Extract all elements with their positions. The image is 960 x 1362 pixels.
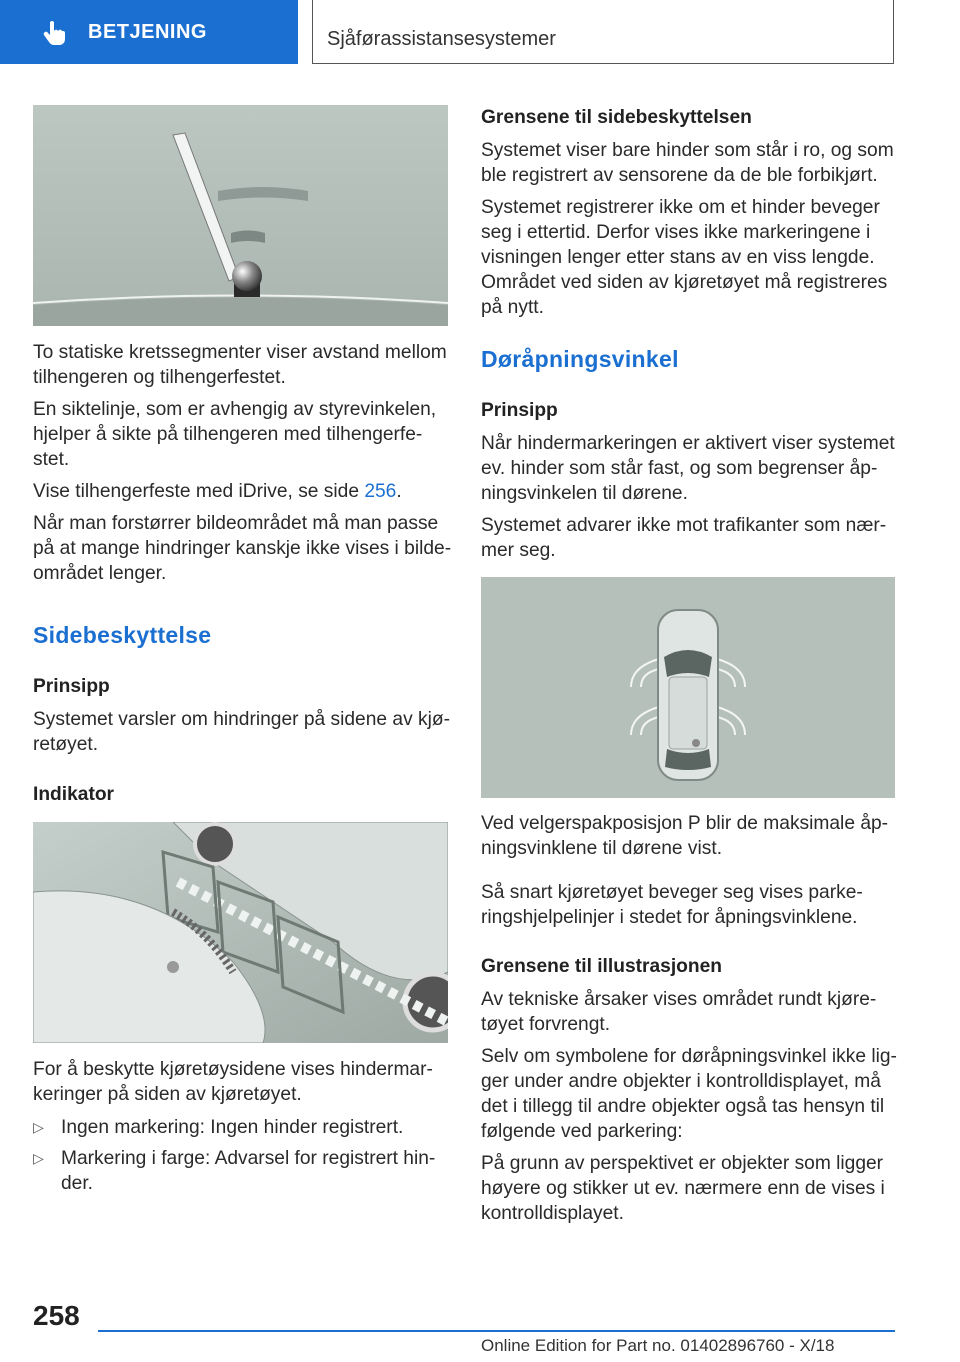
trailer-hitch-figure: [33, 105, 448, 326]
heading-doraapningsvinkel: Døråpningsvinkel: [481, 346, 679, 372]
list-item: [33, 1115, 453, 1141]
section-title: BETJENING: [88, 20, 207, 43]
paragraph: To statiske kretssegmenter viser avstand mellom tilhengeren og tilhengerfestet.: [33, 342, 447, 388]
paragraph: For å beskytte kjøretøysidene vises hindermar-keringer på siden av kjøretøyet.: [33, 1059, 433, 1105]
heading-prinsipp: Prinsipp: [481, 400, 558, 421]
paragraph: Selv om symbolene for døråpningsvinkel ikke lig-ger under andre objekter i kontrolldisplayet, må det i tillegg til andre objekter også tas hensyn til følgende ved parkering:: [481, 1046, 897, 1142]
edition-text: Online Edition for Part no. 01402896760 - X/18: [481, 1336, 835, 1355]
paragraph: En siktelinje, som er avhengig av styrevinkelen, hjelper å sikte på tilhengeren med tilhengerfe-stet.: [33, 399, 437, 470]
text: .: [396, 481, 402, 502]
footer-divider: [98, 1330, 895, 1332]
paragraph: Systemet varsler om hindringer på sidene av kjø-retøyet.: [33, 709, 450, 755]
hand-pointer-icon: [40, 18, 68, 46]
paragraph: Systemet advarer ikke mot trafikanter som nær-mer seg.: [481, 515, 887, 561]
heading-indikator: Indikator: [33, 784, 115, 805]
triangle-bullet-icon: ▷: [33, 1119, 44, 1135]
side-protection-figure: [33, 822, 448, 1043]
chapter-title: Sjåførassistansesystemer: [327, 28, 556, 50]
list-item: [33, 1146, 453, 1198]
paragraph: Ved velgerspakposisjon P blir de maksimale åp-ningsvinklene til dørene vist.: [481, 813, 889, 859]
list-item-text: Markering i farge: Advarsel for registrert hin-der.: [61, 1148, 436, 1194]
paragraph: Systemet registrerer ikke om et hinder beveger seg i ettertid. Derfor vises ikke markeringene i visningen lenger etter stans av en viss lengde. Området ved siden av kjøretøyet må registreres på nytt.: [481, 197, 888, 318]
list-item-text: Ingen markering: Ingen hinder registrert.: [61, 1117, 404, 1138]
chapter-header: [312, 0, 894, 64]
paragraph: Når man forstørrer bildeområdet må man passe på at mange hindringer kanskje ikke vises i bilde-området lenger.: [33, 513, 452, 584]
heading-prinsipp: Prinsipp: [33, 676, 110, 697]
text: Vise tilhengerfeste med iDrive, se side: [33, 481, 365, 502]
paragraph: På grunn av perspektivet er objekter som ligger høyere og stikker ut ev. nærmere enn de vises i kontrolldisplayet.: [481, 1153, 885, 1224]
heading-grensene-side: Grensene til sidebeskyttelsen: [481, 107, 752, 128]
page-number: 258: [33, 1300, 80, 1331]
paragraph: Av tekniske årsaker vises området rundt kjøre-tøyet forvrengt.: [481, 989, 877, 1035]
paragraph: Når hindermarkeringen er aktivert viser systemet ev. hinder som står fast, og som begrenser åp-ningsvinkelen til dørene.: [481, 433, 895, 504]
paragraph: Så snart kjøretøyet beveger seg vises parke-ringshjelpelinjer i stedet for åpningsvinklene.: [481, 882, 863, 928]
paragraph: Systemet viser bare hinder som står i ro, og som ble registrert av sensorene da de ble forbikjørt.: [481, 140, 894, 186]
heading-grensene-illustrasjon: Grensene til illustrasjonen: [481, 956, 722, 977]
heading-sidebeskyttelse: Sidebeskyttelse: [33, 622, 212, 648]
page-link[interactable]: 256: [364, 481, 397, 502]
section-tab: [0, 0, 298, 64]
paragraph: [33, 479, 453, 504]
triangle-bullet-icon: ▷: [33, 1150, 44, 1166]
door-opening-figure: [481, 577, 895, 798]
